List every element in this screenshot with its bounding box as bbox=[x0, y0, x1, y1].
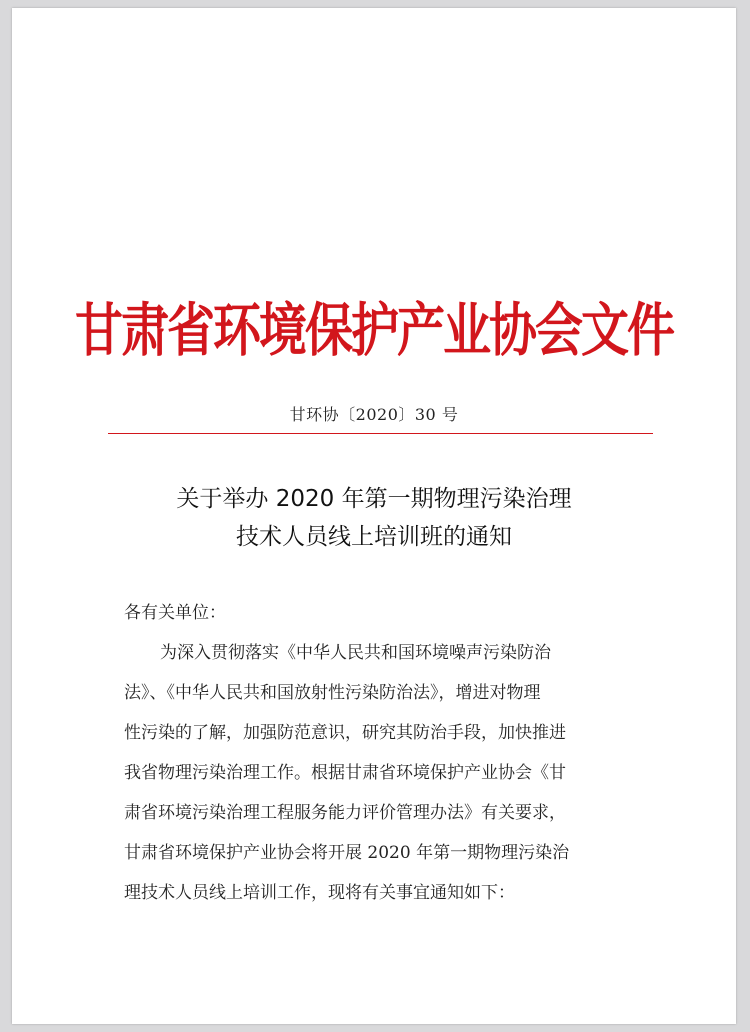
body-line-5: 肃省环境污染治理工程服务能力评价管理办法》有关要求， bbox=[124, 803, 566, 823]
document-page bbox=[12, 8, 736, 1024]
document-number: 甘环协〔2020〕30 号 bbox=[289, 405, 459, 424]
body-line-1: 为深入贯彻落实《中华人民共和国环境噪声污染防治 bbox=[160, 643, 551, 663]
body-line-4: 我省物理污染治理工作。根据甘肃省环境保护产业协会《甘 bbox=[124, 763, 566, 783]
body-line-2: 法》、《中华人民共和国放射性污染防治法》，增进对物理 bbox=[124, 683, 541, 703]
notice-title-line-2: 技术人员线上培训班的通知 bbox=[236, 524, 512, 550]
org-red-header: 甘肃省环境保护产业协会文件 bbox=[74, 297, 673, 365]
red-divider-line bbox=[108, 433, 653, 434]
salutation: 各有关单位： bbox=[124, 603, 226, 623]
notice-title-line-1: 关于举办 2020 年第一期物理污染治理 bbox=[176, 486, 572, 512]
body-line-7: 理技术人员线上培训工作，现将有关事宜通知如下： bbox=[124, 883, 515, 903]
body-line-3: 性污染的了解，加强防范意识，研究其防治手段，加快推进 bbox=[124, 723, 566, 743]
body-line-6: 甘肃省环境保护产业协会将开展 2020 年第一期物理污染治 bbox=[124, 843, 570, 863]
